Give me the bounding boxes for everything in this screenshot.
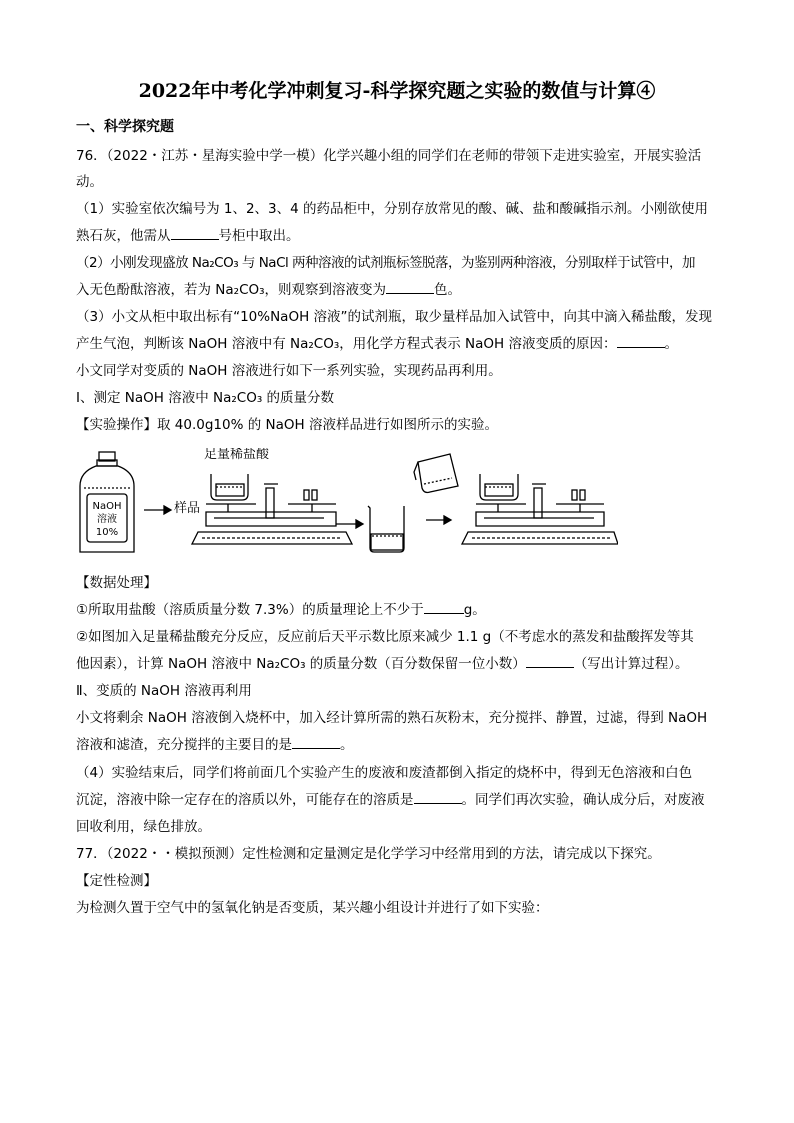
text-fragment: （1）实验室依次编号为 1、2、3、4 的药品柜中，分别存放常见的酸、碱、盐和酸碱指示剂。小刚欲使用	[76, 201, 709, 217]
text-fragment: 色。	[434, 282, 462, 298]
section-heading: 一、科学探究题	[76, 119, 174, 135]
text-line	[76, 171, 103, 193]
text-line	[76, 897, 549, 919]
arrow-icon	[426, 516, 451, 524]
experiment-figure	[78, 448, 618, 558]
text-line	[76, 599, 486, 621]
sample-label: 样品	[174, 501, 201, 516]
text-fragment: 。	[664, 336, 679, 352]
arrow-icon	[336, 520, 363, 528]
arrow-icon	[144, 506, 171, 514]
text-fragment: 。	[340, 737, 354, 753]
text-line	[76, 145, 701, 167]
page-title: 2022年中考化学冲刺复习-科学探究题之实验的数值与计算④	[138, 80, 656, 102]
answer-blank[interactable]	[386, 279, 434, 294]
text-fragment: 为检测久置于空气中的氢氧化钠是否变质，某兴趣小组设计并进行了如下实验：	[76, 900, 549, 916]
text-fragment: 【定性检测】	[76, 873, 157, 889]
text-line	[76, 653, 689, 675]
text-fragment: 小文将剩余 NaOH 溶液倒入烧杯中，加入经计算所需的熟石灰粉末，充分搅拌、静置，过滤，得到 NaOH	[76, 710, 708, 726]
answer-blank[interactable]	[171, 225, 219, 240]
text-line	[76, 572, 157, 594]
answer-blank[interactable]	[292, 734, 340, 749]
text-fragment: 回收利用，绿色排放。	[76, 819, 211, 835]
text-line	[76, 816, 211, 838]
text-fragment: ①所取用盐酸（溶质质量分数 7.3%）的质量理论上不少于	[76, 602, 424, 618]
text-line	[76, 626, 694, 648]
text-fragment: 小文同学对变质的 NaOH 溶液进行如下一系列实验，实现药品再利用。	[76, 363, 502, 379]
text-line	[76, 762, 692, 784]
text-line	[76, 387, 334, 409]
answer-blank[interactable]	[617, 333, 665, 348]
text-fragment: 76．（2022・江苏・星海实验中学一模）化学兴趣小组的同学们在老师的带领下走进实验室，开展实验活	[76, 148, 702, 164]
text-line	[76, 333, 678, 355]
text-fragment: （写出计算过程）。	[573, 656, 689, 672]
text-line	[76, 360, 502, 382]
text-line	[76, 198, 708, 220]
answer-blank[interactable]	[414, 789, 462, 804]
text-fragment: Ⅱ、变质的 NaOH 溶液再利用	[76, 683, 252, 699]
text-fragment: 77．（2022・・模拟预测）定性检测和定量测定是化学学习中经常用到的方法，请完成以下探究。	[76, 846, 661, 862]
text-fragment: 动。	[76, 174, 103, 190]
text-line	[76, 414, 498, 436]
text-fragment: 熟石灰，他需从	[76, 228, 171, 244]
text-line	[76, 707, 707, 729]
text-fragment: （4）实验结束后，同学们将前面几个实验产生的废液和废渣都倒入指定的烧杯中，得到无色溶液和白色	[76, 765, 693, 781]
text-line	[76, 789, 705, 811]
text-fragment: Ⅰ、测定 NaOH 溶液中 Na₂CO₃ 的质量分数	[76, 390, 335, 406]
text-line	[76, 252, 695, 274]
text-fragment: 沉淀，溶液中除一定存在的溶质以外，可能存在的溶质是	[76, 792, 414, 808]
text-line	[76, 843, 661, 865]
text-fragment: 【实验操作】取 40.0g10% 的 NaOH 溶液样品进行如图所示的实验。	[76, 417, 498, 433]
text-fragment: 他因素），计算 NaOH 溶液中 Na₂CO₃ 的质量分数（百分数保留一位小数）	[76, 656, 526, 672]
beaker-icon	[368, 506, 404, 552]
bottle-label-solution: 溶液	[97, 514, 117, 525]
text-line	[76, 734, 354, 756]
balance-scale-icon	[462, 474, 618, 544]
balance-scale-icon	[192, 474, 352, 544]
answer-blank[interactable]	[424, 599, 464, 614]
answer-blank[interactable]	[526, 653, 574, 668]
text-fragment: 号柜中取出。	[218, 228, 300, 244]
text-line	[76, 279, 461, 301]
bottle-label-percent: 10%	[95, 527, 119, 538]
text-fragment: 产生气泡，判断该 NaOH 溶液中有 Na₂CO₃，用化学方程式表示 NaOH 溶液变质的原因：	[76, 336, 617, 352]
text-fragment: 溶液和滤渣，充分搅拌的主要目的是	[76, 737, 292, 753]
text-fragment: （2）小刚发现盛放 Na₂CO₃ 与 NaCl 两种溶液的试剂瓶标签脱落，为鉴别两种溶液，分别取样于试管中，加	[76, 255, 696, 271]
acid-label: 足量稀盐酸	[204, 448, 270, 462]
text-fragment: 【数据处理】	[76, 575, 157, 591]
text-fragment: 入无色酚酞溶液，若为 Na₂CO₃，则观察到溶液变为	[76, 282, 387, 298]
text-line	[76, 870, 157, 892]
text-fragment: ②如图加入足量稀盐酸充分反应，反应前后天平示数比原来减少 1.1 g（不考虑水的蒸发和盐酸挥发等其	[76, 629, 694, 645]
text-fragment: （3）小文从柜中取出标有“10%NaOH 溶液”的试剂瓶，取少量样品加入试管中，向其中滴入稀盐酸，发现	[76, 309, 713, 325]
text-line	[76, 680, 252, 702]
bottle-label-naoh: NaOH	[92, 501, 122, 512]
pouring-beaker-icon	[414, 454, 458, 493]
text-fragment: g。	[463, 602, 486, 618]
text-fragment: 。同学们再次实验，确认成分后，对废液	[461, 792, 705, 808]
text-line	[76, 225, 300, 247]
text-line	[76, 306, 712, 328]
